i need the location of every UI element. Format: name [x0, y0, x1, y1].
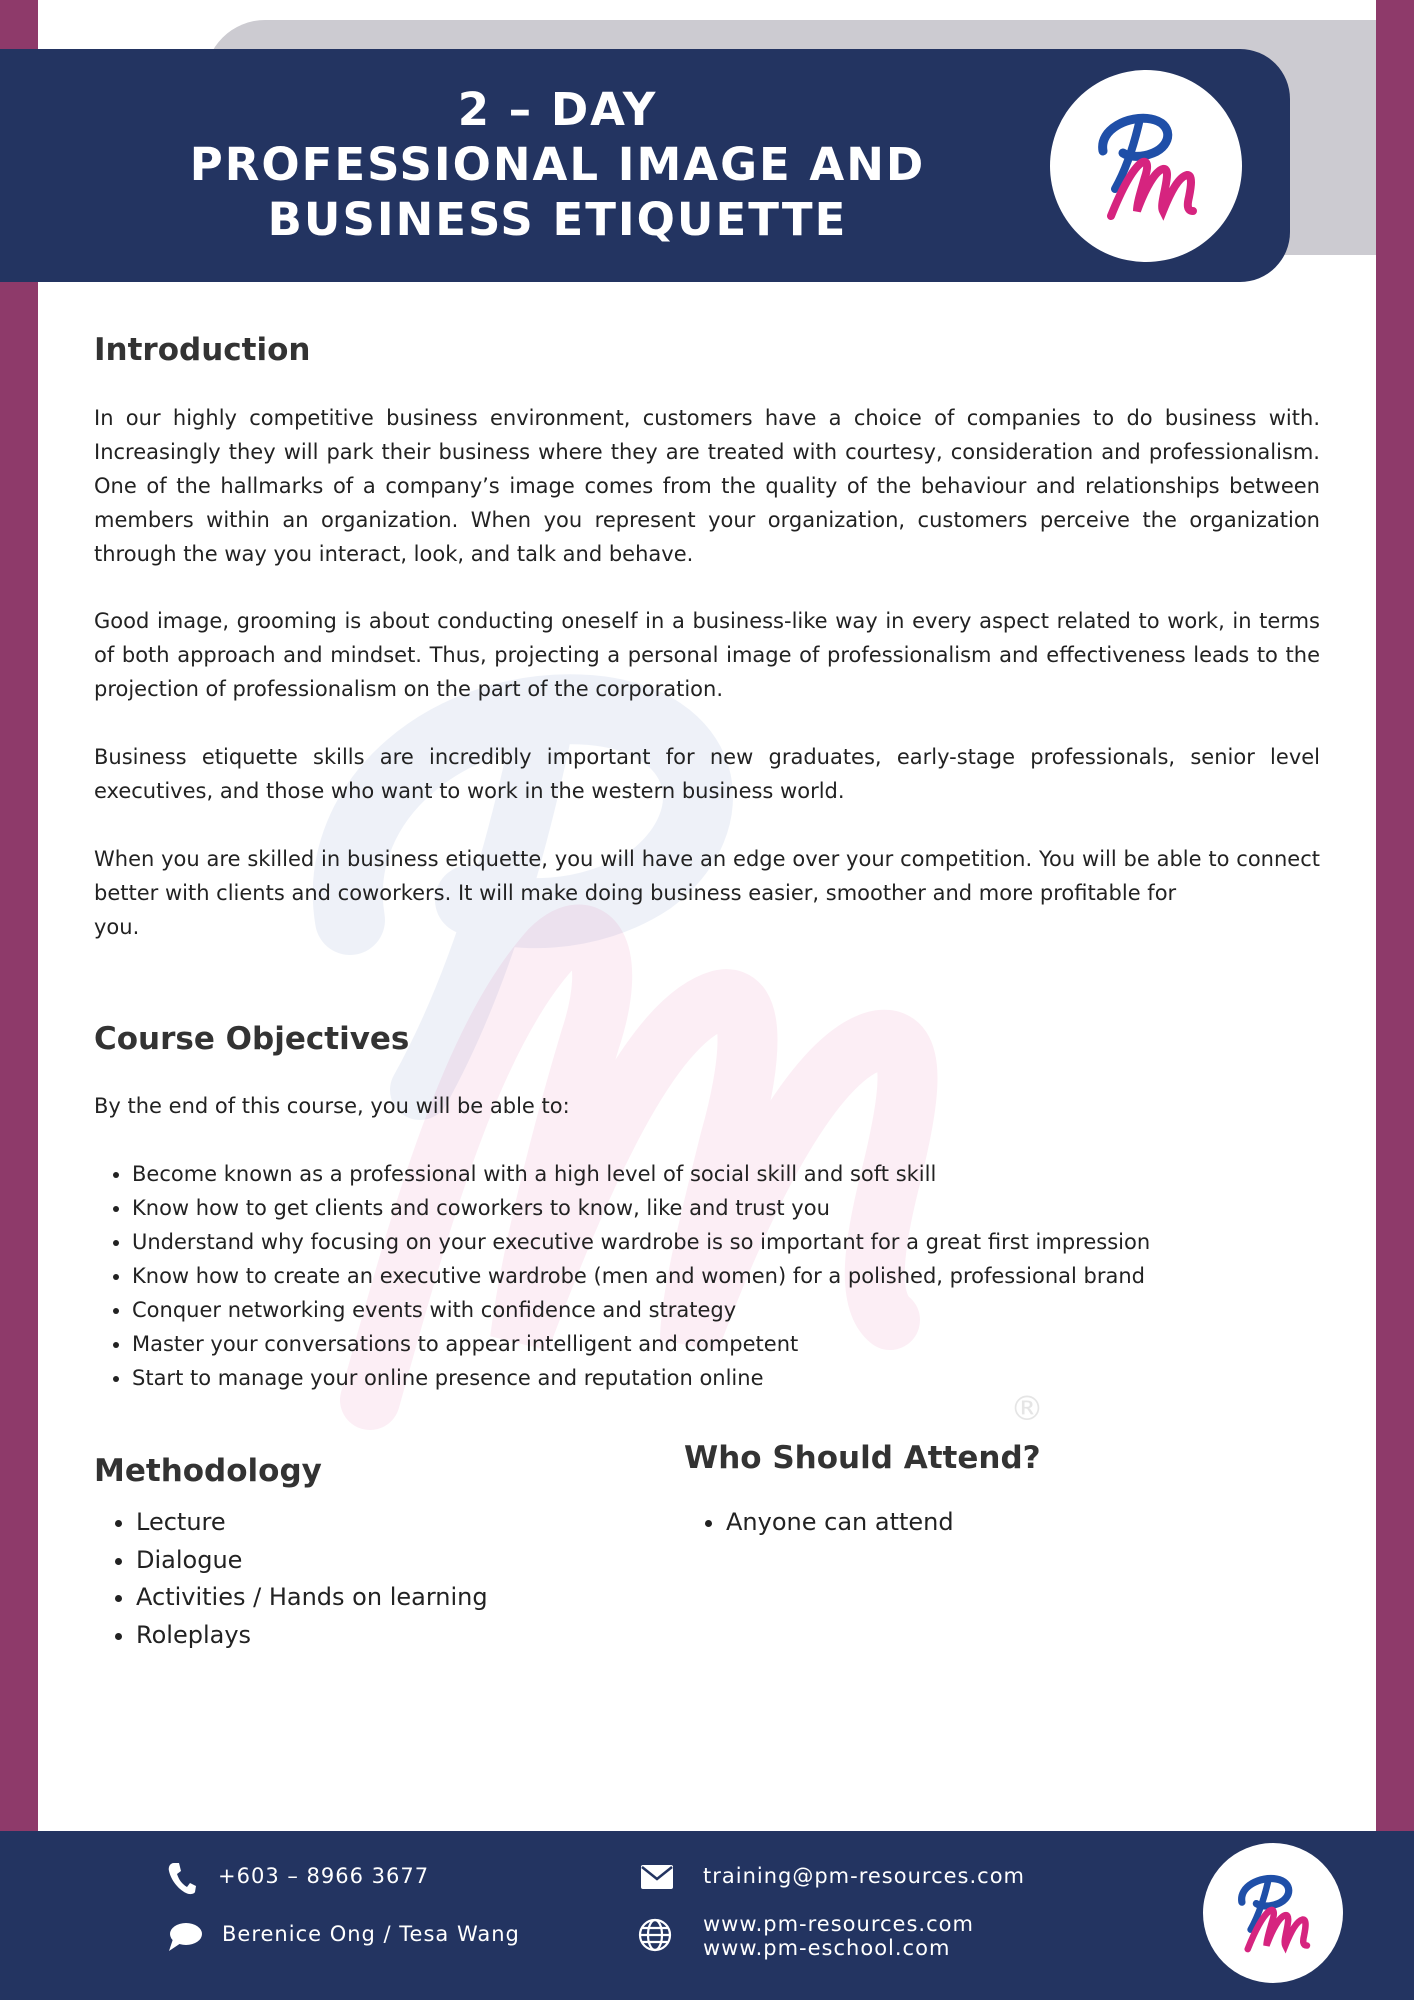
intro-paragraph-4-tail: you. [94, 915, 140, 939]
footer [0, 1831, 1414, 2000]
pm-logo-mark [1226, 1866, 1320, 1960]
list-item: • Know how to create an executive wardrobe (men and women) for a polished, professional brand [132, 1259, 1150, 1293]
pm-logo-footer [1203, 1843, 1343, 1983]
phone-icon [168, 1861, 196, 1895]
objectives-heading: Course Objectives [94, 1021, 410, 1057]
list-item: • Know how to get clients and coworkers to know, like and trust you [132, 1191, 1150, 1225]
list-item: • Lecture [136, 1504, 488, 1542]
left-accent-bar [0, 0, 38, 2000]
list-item: • Understand why focusing on your executive wardrobe is so important for a great first impression [132, 1225, 1150, 1259]
intro-paragraph-1: In our highly competitive business environment, customers have a choice of companies to do business with. Increasingly they will park their business where they are treated with courtesy, consideration and professionalism. One of the hallmarks of a company’s image comes from the quality of the behaviour and relationships between members within an organization. When you represent your organization, customers perceive the organization through the way you interact, look, and talk and behave. [94, 406, 1320, 566]
title-line-3: BUSINESS ETIQUETTE [267, 193, 848, 246]
methodology-heading: Methodology [94, 1453, 322, 1489]
pm-logo-mark [1081, 101, 1211, 231]
list-item: • Become known as a professional with a high level of social skill and soft skill [132, 1157, 1150, 1191]
objectives-list [94, 1157, 1150, 1395]
list-item: • Master your conversations to appear intelligent and competent [132, 1327, 1150, 1361]
methodology-list [94, 1504, 488, 1654]
email-link[interactable]: training@pm-resources.com [703, 1864, 1026, 1888]
website-link-2[interactable]: www.pm-eschool.com [703, 1936, 951, 1960]
list-item: • Anyone can attend [726, 1504, 954, 1542]
list-item: • Start to manage your online presence and reputation online [132, 1361, 1150, 1395]
right-accent-bar [1376, 0, 1414, 2000]
intro-paragraph-3: Business etiquette skills are incredibly important for new graduates, early-stage professionals, senior level executives, and those who want to work in the western business world. [94, 745, 1320, 803]
list-item: • Conquer networking events with confidence and strategy [132, 1293, 1150, 1327]
intro-paragraph-4 [94, 842, 1320, 944]
title-line-1: 2 – DAY [457, 83, 658, 136]
phone-number[interactable]: +603 – 8966 3677 [218, 1864, 430, 1888]
pm-logo [1050, 70, 1242, 262]
list-item: • Activities / Hands on learning [136, 1579, 488, 1617]
attend-list [684, 1504, 954, 1542]
title-line-2: PROFESSIONAL IMAGE AND [189, 138, 926, 191]
list-item: • Dialogue [136, 1542, 488, 1580]
objectives-intro: By the end of this course, you will be able to: [94, 1094, 570, 1118]
course-title [140, 82, 975, 247]
introduction-heading: Introduction [94, 332, 311, 368]
mail-icon [641, 1865, 673, 1889]
list-item: • Roleplays [136, 1617, 488, 1655]
intro-paragraph-4-text: When you are skilled in business etiquette, you will have an edge over your competition. You will be able to connect better with clients and coworkers. It will make doing business easier, smoother and more profitable for [94, 847, 1320, 905]
intro-paragraph-2: Good image, grooming is about conducting oneself in a business-like way in every aspect related to work, in terms of both approach and mindset. Thus, projecting a personal image of professionalism and effectiveness leads to the projection of professionalism on the part of the corporation. [94, 609, 1320, 701]
contact-persons: Berenice Ong / Tesa Wang [222, 1922, 520, 1946]
attend-heading: Who Should Attend? [684, 1440, 1041, 1476]
chat-icon [167, 1921, 203, 1953]
website-link-1[interactable]: www.pm-resources.com [703, 1912, 974, 1936]
svg-text:®: ® [1010, 1389, 1044, 1429]
globe-icon [638, 1918, 672, 1952]
